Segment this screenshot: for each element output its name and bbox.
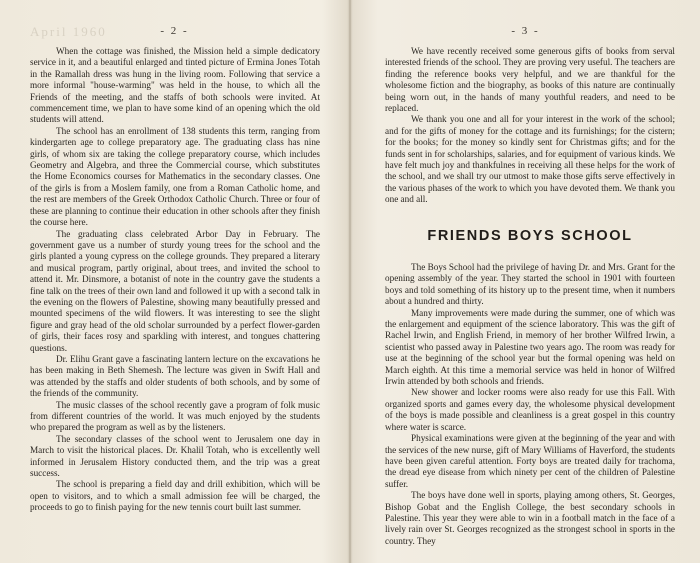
left-page <box>0 0 349 563</box>
paragraph: The secondary classes of the school went to Jerusalem one day in March to visit the historical places. Dr. Khalil Totah, who is excellently well informed in Jerusalem History conducted them, and the trip was a great success. <box>30 433 320 479</box>
paragraph: Dr. Elihu Grant gave a fascinating lantern lecture on the excavations he has been making in Beth Shemesh. The lecture was given in Swift Hall and was attended by the staffs and older students of both schools, and by some of the friends of the community. <box>30 353 320 399</box>
left-body <box>30 46 320 514</box>
page-number: - 2 - <box>160 25 189 37</box>
paragraph: Many improvements were made during the summer, one of which was the enlargement and equipment of the science laboratory. This was the gift of Rachel Irwin, and English Friend, in memory of her brother Wilfred Irwin, a scientist who passed away in Palestine two years ago. The room was ready for use at the beginning of the school year but the formal opening was held on March eighth. At this time a memorial service was held in honor of Wilfred Irwin attended by both schools and friends. <box>385 307 675 387</box>
paragraph: The music classes of the school recently gave a program of folk music from different countries of the world. It was much enjoyed by the students who prepared the program as well as by the listeners. <box>30 399 320 433</box>
page-number: - 3 - <box>511 25 540 37</box>
right-body-bottom <box>385 262 675 547</box>
right-page <box>351 0 700 563</box>
paragraph: New shower and locker rooms were also ready for use this Fall. With organized sports and games every day, the wholesome physical development of the boys is made possible and cleanliness is a great gospel in this country where water is scarce. <box>385 387 675 432</box>
paragraph: Physical examinations were given at the beginning of the year and with the services of the new nurse, gift of Mary Williams of Haverford, the students have been given careful attention. Forty boys are treated daily for trachoma, the dread eye disease from which ninety per cent of the children of Palestine suffer. <box>385 433 675 489</box>
paragraph: The school is preparing a field day and drill exhibition, which will be open to visitors, and to which a small admission fee will be charged, the proceeds to go to finish paying for the new tennis court built last summer. <box>30 479 320 513</box>
paragraph: The Boys School had the privilege of having Dr. and Mrs. Grant for the opening assembly of the year. They started the school in 1901 with fourteen boys and told something of its history up to the present time, when it numbers about a hundred and thirty. <box>385 262 675 307</box>
paragraph: The boys have done well in sports, playing among others, St. Georges, Bishop Gobat and the English College, the best secondary schools in Palestine. This year they were able to win in a football match in the face of a lively rain over St. Georges recognized as the strongest school in sports in the country. They <box>385 490 675 546</box>
section-heading: FRIENDS BOYS SCHOOL <box>427 228 633 244</box>
paragraph: We thank you one and all for your interest in the work of the school; and for the gifts of money for the cottage and its furnishings; for the cistern; for the books; for the money so kindly sent for Christmas gifts; and for the funds sent in for scholarships, salaries, and for equipment of various kinds. We have felt much joy and thankfulnes in receiving all these helps for the work of the school, and we shall try our utmost to make those gifts serve effectively in the various phases of the work to which you have devoted them. We thank you one and all. <box>385 114 675 205</box>
paragraph: The school has an enrollment of 138 students this term, ranging from kindergarten age to college preparatory age. The graduating class has nine girls, of whom six are taking the college preparatory course, which includes Geometry and Algebra, and three the Commercial course, which substitutes the Home Economics courses for Mathematics in the secondary classes. One of the girls is from a Moslem family, one from a Roman Catholic home, and the rest are members of the Greek Orthodox Catholic Church. Three or four of these are planning to continue their education in other schools after they finish the course here. <box>30 125 320 228</box>
paragraph: When the cottage was finished, the Mission held a simple dedicatory service in it, and a beautiful enlarged and tinted picture of Ermina Jones Totah in the Ramallah dress was hung in the living room. Following that service a more informal "house-warming" was held in the house, to which all the Friends of the meeting, and the staffs of both schools were invited. At commencement time, we plan to have some kind of an opening which the old students will attend. <box>30 46 320 125</box>
paragraph: We have recently received some generous gifts of books from serval interested friends of the school. They are proving very useful. The teachers are finding the reference books very helpful, and we are thankful for the wholesome fiction and the biography, as books of this nature are continually being worn out, in the hands of many youthful readers, and need to be replaced. <box>385 46 675 114</box>
show-through-text: April 1960 <box>30 24 107 39</box>
right-body-top <box>385 46 675 206</box>
paragraph: The graduating class celebrated Arbor Day in February. The government gave us a number of sturdy young trees for the school and the girls planted a young cypress on the college grounds. They prepared a literary and musical program, partly original, about trees, and invited the school to attend it. Mr. Dinsmore, a botanist of note in the country gave the students a fine talk on the trees of their own land and followed it up with a second talk in the evening on the flowers of Palestine, showing many beautifully pressed and mounted specimens of the wild flowers. It was interesting to see the slight figure and gray head of the old scholar surrounded by a perfect flower-garden of girls, their faces rosy and sparkling with interest, and tongues chattering questions. <box>30 228 320 353</box>
